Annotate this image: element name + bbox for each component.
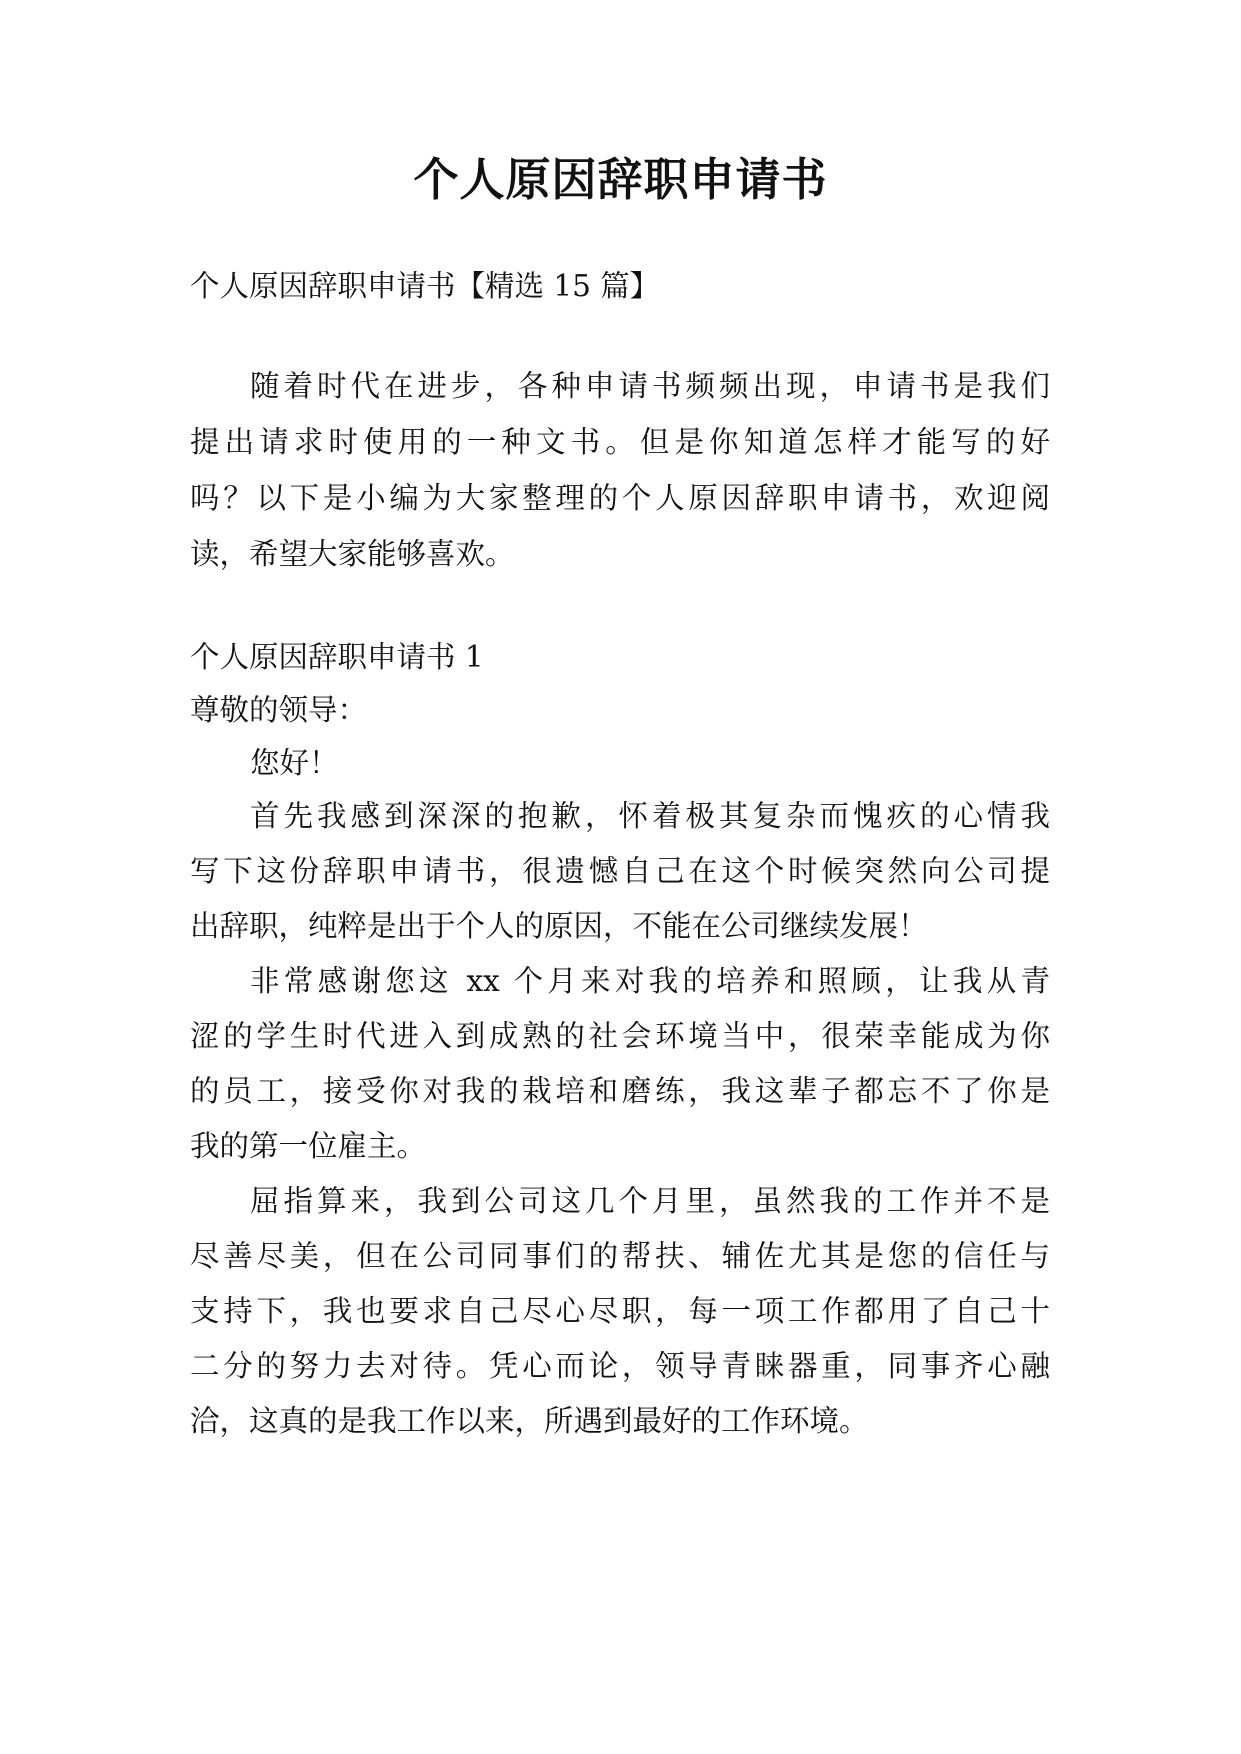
document-title: 个人原因辞职申请书 xyxy=(413,153,828,206)
paragraph3-line-2: 尽善尽美，但在公司同事们的帮扶、辅佐尤其是您的信任与 xyxy=(190,1239,1050,1273)
paragraph1-line-1: 首先我感到深深的抱歉，怀着极其复杂而愧疚的心情我 xyxy=(250,799,1050,833)
section-heading: 个人原因辞职申请书 1 xyxy=(190,640,484,674)
paragraph2-line-2: 涩的学生时代进入到成熟的社会环境当中，很荣幸能成为你 xyxy=(190,1019,1050,1053)
paragraph3-line-1: 屈指算来，我到公司这几个月里，虽然我的工作并不是 xyxy=(250,1184,1050,1218)
paragraph1-line-3: 出辞职，纯粹是出于个人的原因，不能在公司继续发展！ xyxy=(190,909,928,943)
intro-line-2: 提出请求时使用的一种文书。但是你知道怎样才能写的好 xyxy=(190,425,1050,459)
paragraph1-line-2: 写下这份辞职申请书，很遗憾自己在这个时候突然向公司提 xyxy=(190,854,1050,888)
intro-line-3: 吗？以下是小编为大家整理的个人原因辞职申请书，欢迎阅 xyxy=(190,481,1050,515)
intro-line-1: 随着时代在进步，各种申请书频频出现，申请书是我们 xyxy=(250,369,1050,403)
paragraph3-line-3: 支持下，我也要求自己尽心尽职，每一项工作都用了自己十 xyxy=(190,1294,1050,1328)
salutation: 尊敬的领导： xyxy=(190,693,368,727)
document-subtitle: 个人原因辞职申请书【精选 15 篇】 xyxy=(190,269,660,303)
paragraph2-line-4: 我的第一位雇主。 xyxy=(190,1129,427,1163)
paragraph3-line-5: 洽，这真的是我工作以来，所遇到最好的工作环境。 xyxy=(190,1404,869,1438)
paragraph3-line-4: 二分的努力去对待。凭心而论，领导青睐器重，同事齐心融 xyxy=(190,1349,1050,1383)
paragraph2-line-1: 非常感谢您这 xx 个月来对我的培养和照顾，让我从青 xyxy=(250,964,1050,998)
intro-line-4: 读，希望大家能够喜欢。 xyxy=(190,537,515,571)
greeting: 您好！ xyxy=(250,746,339,780)
paragraph2-line-3: 的员工，接受你对我的栽培和磨练，我这辈子都忘不了你是 xyxy=(190,1074,1050,1108)
